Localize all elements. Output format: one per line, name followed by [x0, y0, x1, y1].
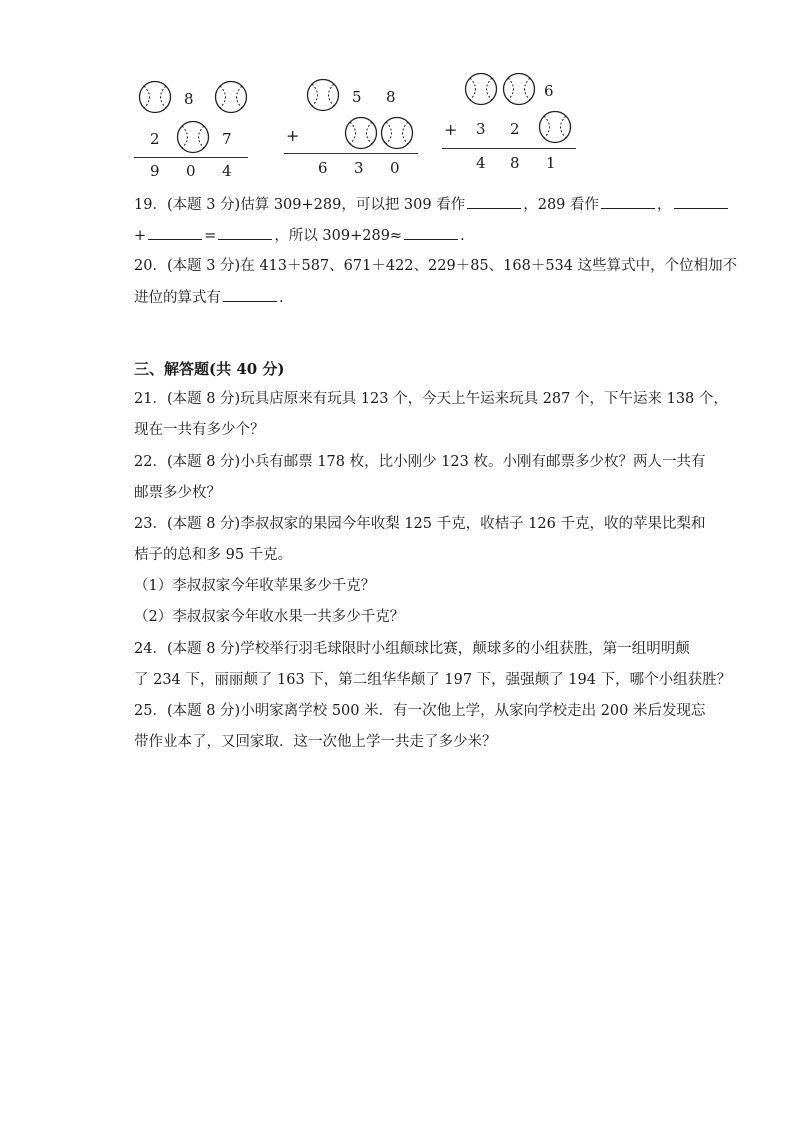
puzzle-1-r1-c2: 8: [184, 90, 194, 108]
q19-text-1: 19．(本题 3 分)估算 309+289，可以把 309 看作: [134, 197, 466, 213]
puzzle-3-result-2: 8: [510, 154, 520, 172]
q19-text-6: ，所以 309+289≈: [274, 228, 403, 244]
q19-blank-1[interactable]: [467, 194, 521, 209]
question-19-line-1: [134, 194, 730, 215]
puzzle-3-r1-c3: 6: [544, 82, 554, 100]
puzzle-3-r2-c1: 3: [476, 120, 486, 138]
baseball-icon: [464, 72, 498, 106]
baseball-icon: [306, 78, 340, 112]
puzzle-1-r2-c1: 2: [150, 130, 160, 148]
question-23-line-2: 桔子的总和多 95 千克。: [134, 547, 293, 563]
section-3-heading: 三、解答题(共 40 分): [134, 360, 285, 378]
baseball-icon: [380, 116, 414, 150]
puzzle-2-result-2: 3: [354, 159, 364, 177]
q20-text-2: .: [279, 290, 284, 306]
baseball-icon: [214, 80, 248, 114]
question-22-line-2: 邮票多少枚？: [134, 485, 221, 501]
q19-text-2: ，289 看作: [523, 197, 600, 213]
question-23-sub-1: （1）李叔叔家今年收苹果多少千克？: [134, 578, 376, 594]
q19-blank-2[interactable]: [601, 194, 655, 209]
sum-line: [134, 157, 248, 158]
baseball-icon: [344, 116, 378, 150]
question-22-line-1: 22．(本题 8 分)小兵有邮票 178 枚，比小刚少 123 枚。小刚有邮票多少枚？两人一共有: [134, 454, 706, 470]
question-24-line-1: 24．(本题 8 分)学校举行羽毛球限时小组颠球比赛，颠球多的小组获胜，第一组明明颠: [134, 641, 690, 657]
puzzle-2-result-1: 6: [318, 159, 328, 177]
q19-text-7: .: [460, 228, 465, 244]
plus-operator: +: [286, 126, 300, 145]
puzzle-3-result-3: 1: [546, 154, 556, 172]
baseball-icon: [176, 120, 210, 154]
q19-blank-5[interactable]: [218, 225, 272, 240]
baseball-icon: [502, 72, 536, 106]
question-25-line-1: 25．(本题 8 分)小明家离学校 500 米．有一次他上学，从家向学校走出 200 米后发现忘: [134, 703, 706, 719]
sum-line: [442, 148, 576, 149]
question-20-line-2: [134, 287, 284, 308]
q19-text-3: ，: [657, 197, 672, 213]
puzzle-3-r2-c2: 2: [510, 120, 520, 138]
question-20-line-1: 20．(本题 3 分)在 413＋587、671＋422、229＋85、168＋534 这些算式中，个位相加不: [134, 258, 738, 274]
puzzle-1-r2-c3: 7: [222, 130, 232, 148]
question-21-line-1: 21．(本题 8 分)玩具店原来有玩具 123 个，今天上午运来玩具 287 个，下午运来 138 个，: [134, 391, 728, 407]
baseball-icon: [538, 110, 572, 144]
question-25-line-2: 带作业本了，又回家取．这一次他上学一共走了多少米？: [134, 734, 497, 750]
q19-text-4: +: [134, 228, 147, 244]
puzzle-1-result-2: 0: [186, 162, 196, 180]
question-23-sub-2: （2）李叔叔家今年收水果一共多少千克？: [134, 609, 405, 625]
question-21-line-2: 现在一共有多少个？: [134, 422, 265, 438]
puzzle-2-result-3: 0: [390, 159, 400, 177]
q19-blank-3[interactable]: [674, 194, 728, 209]
q20-blank[interactable]: [223, 287, 277, 302]
puzzle-2-r1-c2: 5: [352, 88, 362, 106]
puzzle-3-result-1: 4: [476, 154, 486, 172]
puzzle-1-result-1: 9: [150, 162, 160, 180]
q19-blank-4[interactable]: [148, 225, 202, 240]
q19-text-5: =: [204, 228, 217, 244]
puzzle-2-r1-c3: 8: [386, 88, 396, 106]
question-23-line-1: 23．(本题 8 分)李叔叔家的果园今年收梨 125 千克，收桔子 126 千克，收的苹果比梨和: [134, 516, 706, 532]
sum-line: [284, 153, 418, 154]
baseball-icon: [138, 80, 172, 114]
question-19-line-2: [134, 225, 465, 246]
question-24-line-2: 了 234 下，丽丽颠了 163 下，第二组华华颠了 197 下，强强颠了 194 下，哪个小组获胜？: [134, 672, 732, 688]
q20-text-1: 进位的算式有: [134, 290, 221, 306]
q19-blank-6[interactable]: [404, 225, 458, 240]
plus-operator: +: [444, 120, 458, 139]
puzzle-1-result-3: 4: [222, 162, 232, 180]
